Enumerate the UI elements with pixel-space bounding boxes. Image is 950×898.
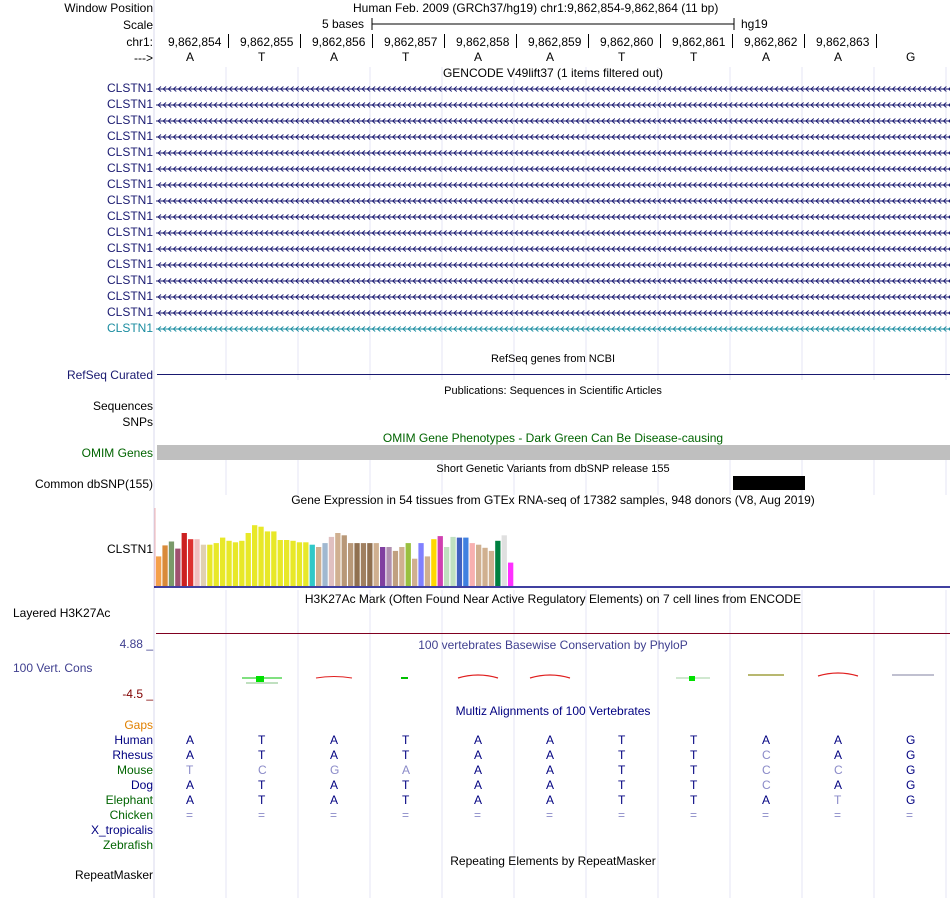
position-tick-label: 9,862,854 [168, 35, 222, 49]
multiz-aligned-base: T [186, 763, 194, 777]
gtex-tissue-bar[interactable] [162, 545, 167, 586]
h3k27ac-baseline[interactable] [156, 633, 950, 634]
base-letter: T [258, 50, 266, 64]
position-tick-mark [372, 34, 373, 48]
gtex-expression-chart[interactable] [154, 508, 950, 588]
publications-label-sequences[interactable]: Sequences [92, 399, 153, 413]
gtex-tissue-bar[interactable] [438, 536, 443, 586]
gencode-gene-label[interactable]: CLSTN1 [106, 209, 153, 223]
gtex-track-label[interactable]: CLSTN1 [106, 542, 153, 556]
omim-track-title: OMIM Gene Phenotypes - Dark Green Can Be Disease-causing [382, 431, 724, 445]
position-tick-label: 9,862,861 [672, 35, 726, 49]
multiz-aligned-base: T [258, 748, 266, 762]
multiz-aligned-base: A [186, 733, 195, 747]
gencode-transcript-line[interactable] [156, 243, 950, 255]
gencode-gene-label[interactable]: CLSTN1 [106, 113, 153, 127]
multiz-aligned-base: A [546, 748, 555, 762]
base-letter: A [330, 50, 339, 64]
repeatmasker-track-label[interactable]: RepeatMasker [74, 868, 153, 882]
gtex-tissue-bar[interactable] [252, 525, 257, 586]
multiz-aligned-base: G [906, 793, 916, 807]
gtex-tissue-bar[interactable] [303, 542, 308, 586]
gtex-tissue-bar[interactable] [271, 531, 276, 586]
gtex-tissue-bar[interactable] [476, 545, 481, 586]
omim-gene-bar[interactable] [157, 445, 950, 460]
multiz-species-label[interactable]: X_tropicalis [90, 823, 153, 837]
multiz-aligned-base: = [762, 808, 770, 822]
multiz-aligned-base: G [906, 733, 916, 747]
multiz-aligned-base: T [402, 778, 410, 792]
gtex-tissue-bar[interactable] [412, 559, 417, 586]
gtex-tissue-bar[interactable] [322, 543, 327, 586]
scale-bar [370, 17, 736, 31]
multiz-aligned-base: A [330, 778, 339, 792]
multiz-species-label[interactable]: Mouse [116, 763, 153, 777]
phylop-track-label[interactable]: 100 Vert. Cons [13, 661, 93, 675]
gtex-tissue-bar[interactable] [361, 543, 366, 586]
base-letter: T [402, 50, 410, 64]
gtex-tissue-bar[interactable] [335, 533, 340, 586]
multiz-aligned-base: G [906, 748, 916, 762]
gencode-gene-label[interactable]: CLSTN1 [106, 161, 153, 175]
phylop-conservation-plot[interactable] [156, 668, 950, 688]
multiz-aligned-base: A [546, 763, 555, 777]
gtex-tissue-bar[interactable] [284, 540, 289, 586]
position-tick-label: 9,862,859 [528, 35, 582, 49]
base-letter: G [906, 50, 916, 64]
gtex-tissue-bar[interactable] [489, 551, 494, 586]
multiz-aligned-base: T [618, 778, 626, 792]
gtex-tissue-bar[interactable] [354, 543, 359, 586]
multiz-species-label[interactable]: Elephant [105, 793, 153, 807]
gtex-tissue-bar[interactable] [406, 543, 411, 586]
multiz-aligned-base: T [618, 733, 626, 747]
gencode-track-title: GENCODE V49lift37 (1 items filtered out) [442, 66, 664, 80]
multiz-aligned-base: T [402, 793, 410, 807]
position-tick-mark [588, 34, 589, 48]
multiz-aligned-base: T [258, 733, 266, 747]
multiz-aligned-base: T [402, 733, 410, 747]
gtex-tissue-bar[interactable] [297, 542, 302, 586]
multiz-aligned-base: A [330, 793, 339, 807]
multiz-aligned-base: A [474, 733, 483, 747]
publications-label-snps[interactable]: SNPs [122, 415, 153, 429]
gencode-transcript-line[interactable] [156, 179, 950, 191]
phylop-max-label: 4.88 _ [119, 637, 153, 651]
gtex-tissue-bar[interactable] [329, 537, 334, 586]
multiz-aligned-base: T [690, 748, 698, 762]
multiz-aligned-base: = [834, 808, 842, 822]
multiz-aligned-base: = [402, 808, 410, 822]
gtex-tissue-bar[interactable] [450, 537, 455, 586]
gtex-tissue-bar[interactable] [502, 535, 507, 586]
gencode-transcript-line[interactable] [156, 115, 950, 127]
multiz-aligned-base: T [258, 778, 266, 792]
scale-text: 5 bases [322, 17, 365, 31]
gtex-tissue-bar[interactable] [258, 527, 263, 586]
base-letter: T [618, 50, 626, 64]
gencode-transcript-line[interactable] [156, 195, 950, 207]
refseq-track-title: RefSeq genes from NCBI [490, 353, 616, 365]
multiz-aligned-base: A [402, 763, 411, 777]
gtex-tissue-bar[interactable] [342, 535, 347, 586]
gencode-transcript-line[interactable] [156, 227, 950, 239]
gtex-tissue-bar[interactable] [226, 541, 231, 586]
phylop-track-title: 100 vertebrates Basewise Conservation by PhyloP [418, 638, 688, 652]
multiz-aligned-base: T [834, 793, 842, 807]
multiz-track-title: Multiz Alignments of 100 Vertebrates [455, 704, 651, 718]
gencode-transcript-line[interactable] [156, 99, 950, 111]
multiz-aligned-base: G [906, 778, 916, 792]
multiz-aligned-base: = [258, 808, 266, 822]
gtex-tissue-bar[interactable] [457, 538, 462, 586]
multiz-aligned-base: G [330, 763, 340, 777]
gtex-tissue-bar[interactable] [220, 538, 225, 586]
gencode-gene-label[interactable]: CLSTN1 [106, 241, 153, 255]
gtex-tissue-bar[interactable] [386, 547, 391, 586]
gencode-transcript-line[interactable] [156, 147, 950, 159]
position-tick-mark [516, 34, 517, 48]
position-tick-mark [228, 34, 229, 48]
base-letter: A [546, 50, 555, 64]
gtex-tissue-bar[interactable] [399, 547, 404, 586]
gtex-tissue-bar[interactable] [278, 540, 283, 586]
multiz-aligned-base: T [690, 733, 698, 747]
multiz-aligned-base: G [906, 763, 916, 777]
multiz-aligned-base: A [474, 763, 483, 777]
position-tick-label: 9,862,857 [384, 35, 438, 49]
gtex-tissue-bar[interactable] [310, 545, 315, 586]
position-tick-mark [300, 34, 301, 48]
multiz-aligned-base: = [906, 808, 914, 822]
gtex-tissue-bar[interactable] [316, 547, 321, 586]
multiz-aligned-base: A [546, 733, 555, 747]
gtex-tissue-bar[interactable] [508, 563, 513, 586]
assembly-position-text: Human Feb. 2009 (GRCh37/hg19) chr1:9,862,854-9,862,864 (11 bp) [353, 1, 719, 15]
refseq-gene-line[interactable] [157, 374, 950, 375]
h3k27ac-track-label[interactable]: Layered H3K27Ac [13, 606, 111, 620]
position-tick-label: 9,862,858 [456, 35, 510, 49]
multiz-aligned-base: A [546, 793, 555, 807]
scale-label: Scale [122, 18, 153, 32]
multiz-species-label[interactable]: Chicken [109, 808, 153, 822]
multiz-aligned-base: A [330, 733, 339, 747]
position-tick-mark [660, 34, 661, 48]
refseq-track-label[interactable]: RefSeq Curated [66, 368, 153, 382]
multiz-aligned-base: T [258, 793, 266, 807]
gtex-tissue-bar[interactable] [348, 543, 353, 586]
multiz-aligned-base: A [186, 793, 195, 807]
multiz-aligned-base: C [762, 748, 771, 762]
multiz-aligned-base: A [762, 793, 771, 807]
gtex-tissue-bar[interactable] [495, 541, 500, 586]
multiz-gaps-label[interactable]: Gaps [124, 718, 153, 732]
position-tick-label: 9,862,855 [240, 35, 294, 49]
phylop-min-label: -4.5 _ [122, 687, 153, 701]
multiz-aligned-base: A [762, 733, 771, 747]
multiz-aligned-base: A [834, 778, 843, 792]
gtex-tissue-bar[interactable] [201, 545, 206, 586]
multiz-aligned-base: = [546, 808, 554, 822]
gencode-gene-label[interactable]: CLSTN1 [106, 289, 153, 303]
chrom-label: chr1: [126, 35, 153, 49]
gtex-tissue-bar[interactable] [188, 539, 193, 586]
gtex-tissue-bar[interactable] [290, 541, 295, 586]
multiz-aligned-base: C [762, 778, 771, 792]
multiz-species-label[interactable]: Dog [130, 778, 153, 792]
gtex-tissue-bar[interactable] [431, 539, 436, 586]
gtex-tissue-bar[interactable] [380, 547, 385, 586]
gencode-transcript-line[interactable] [156, 131, 950, 143]
multiz-aligned-base: A [186, 748, 195, 762]
position-tick-mark [444, 34, 445, 48]
gencode-gene-label[interactable]: CLSTN1 [106, 225, 153, 239]
gtex-tissue-bar[interactable] [169, 542, 174, 587]
base-letter: A [474, 50, 483, 64]
multiz-aligned-base: C [834, 763, 843, 777]
multiz-aligned-base: A [330, 748, 339, 762]
position-tick-label: 9,862,860 [600, 35, 654, 49]
gencode-transcript-line[interactable] [156, 323, 950, 335]
multiz-aligned-base: T [402, 748, 410, 762]
gtex-tissue-bar[interactable] [265, 531, 270, 586]
window-position-label: Window Position [64, 1, 153, 15]
multiz-aligned-base: = [186, 808, 194, 822]
gencode-transcript-line[interactable] [156, 275, 950, 287]
base-letter: T [690, 50, 698, 64]
gtex-tissue-bar[interactable] [239, 541, 244, 586]
multiz-aligned-base: = [690, 808, 698, 822]
position-tick-mark [876, 34, 877, 48]
gencode-transcript-line[interactable] [156, 259, 950, 271]
gencode-gene-label[interactable]: CLSTN1 [106, 81, 153, 95]
dbsnp-track-label[interactable]: Common dbSNP(155) [34, 477, 153, 491]
multiz-aligned-base: T [618, 793, 626, 807]
gencode-transcript-line[interactable] [156, 211, 950, 223]
base-letter: A [186, 50, 195, 64]
gtex-tissue-bar[interactable] [207, 545, 212, 586]
multiz-aligned-base: C [258, 763, 267, 777]
gencode-gene-label[interactable]: CLSTN1 [106, 129, 153, 143]
position-tick-label: 9,862,863 [816, 35, 870, 49]
multiz-aligned-base: = [330, 808, 338, 822]
gencode-gene-label[interactable]: CLSTN1 [106, 257, 153, 271]
base-letter: A [834, 50, 843, 64]
gtex-tissue-bar[interactable] [367, 543, 372, 586]
gtex-tissue-bar[interactable] [393, 551, 398, 586]
position-tick-label: 9,862,862 [744, 35, 798, 49]
gencode-gene-label[interactable]: CLSTN1 [106, 273, 153, 287]
gtex-tissue-bar[interactable] [482, 548, 487, 586]
gencode-gene-label[interactable]: CLSTN1 [106, 97, 153, 111]
gtex-tissue-bar[interactable] [246, 533, 251, 586]
multiz-aligned-base: A [546, 778, 555, 792]
gencode-gene-label[interactable]: CLSTN1 [106, 305, 153, 319]
multiz-aligned-base: A [474, 748, 483, 762]
base-letter: A [762, 50, 771, 64]
gtex-tissue-bar[interactable] [175, 549, 180, 586]
gencode-gene-label[interactable]: CLSTN1 [106, 193, 153, 207]
gtex-tissue-bar[interactable] [425, 556, 430, 586]
multiz-aligned-base: C [762, 763, 771, 777]
gtex-tissue-bar[interactable] [374, 543, 379, 586]
multiz-aligned-base: T [690, 778, 698, 792]
strand-label: ---> [134, 51, 153, 65]
gencode-gene-label[interactable]: CLSTN1 [106, 177, 153, 191]
multiz-aligned-base: A [834, 733, 843, 747]
gtex-tissue-bar[interactable] [182, 533, 187, 586]
gtex-tissue-bar[interactable] [463, 538, 468, 586]
multiz-aligned-base: A [834, 748, 843, 762]
position-tick-label: 9,862,856 [312, 35, 366, 49]
dbsnp-variant-block[interactable] [733, 476, 805, 490]
position-tick-mark [804, 34, 805, 48]
gtex-tissue-bar[interactable] [418, 543, 423, 586]
gencode-transcript-line[interactable] [156, 307, 950, 319]
multiz-aligned-base: T [690, 793, 698, 807]
multiz-aligned-base: T [618, 748, 626, 762]
dbsnp-track-title: Short Genetic Variants from dbSNP release 155 [436, 463, 670, 475]
position-tick-mark [732, 34, 733, 48]
gencode-transcript-line[interactable] [156, 163, 950, 175]
gencode-gene-label[interactable]: CLSTN1 [106, 145, 153, 159]
gencode-transcript-line[interactable] [156, 291, 950, 303]
gtex-tissue-bar[interactable] [156, 556, 161, 586]
repeatmasker-track-title: Repeating Elements by RepeatMasker [450, 854, 656, 868]
multiz-aligned-base: = [474, 808, 482, 822]
gtex-track-title: Gene Expression in 54 tissues from GTEx RNA-seq of 17382 samples, 948 donors (V8, Aug 2019) [291, 493, 815, 507]
gtex-tissue-bar[interactable] [444, 547, 449, 586]
multiz-aligned-base: A [186, 778, 195, 792]
multiz-species-label[interactable]: Rhesus [112, 748, 153, 762]
omim-track-label[interactable]: OMIM Genes [81, 446, 153, 460]
h3k27ac-track-title: H3K27Ac Mark (Often Found Near Active Regulatory Elements) on 7 cell lines from ENCODE [304, 592, 802, 606]
multiz-aligned-base: A [474, 778, 483, 792]
publications-track-title: Publications: Sequences in Scientific Articles [444, 385, 662, 397]
scale-db-label: hg19 [741, 17, 768, 31]
multiz-aligned-base: T [690, 763, 698, 777]
multiz-species-label[interactable]: Human [114, 733, 153, 747]
gencode-gene-label[interactable]: CLSTN1 [106, 321, 153, 335]
gtex-tissue-bar[interactable] [233, 542, 238, 586]
gtex-tissue-bar[interactable] [194, 539, 199, 586]
multiz-species-label[interactable]: Zebrafish [102, 838, 153, 852]
gtex-tissue-bar[interactable] [214, 543, 219, 586]
multiz-aligned-base: A [474, 793, 483, 807]
multiz-aligned-base: T [618, 763, 626, 777]
gencode-transcript-line[interactable] [156, 83, 950, 95]
gtex-tissue-bar[interactable] [470, 543, 475, 586]
multiz-aligned-base: = [618, 808, 626, 822]
